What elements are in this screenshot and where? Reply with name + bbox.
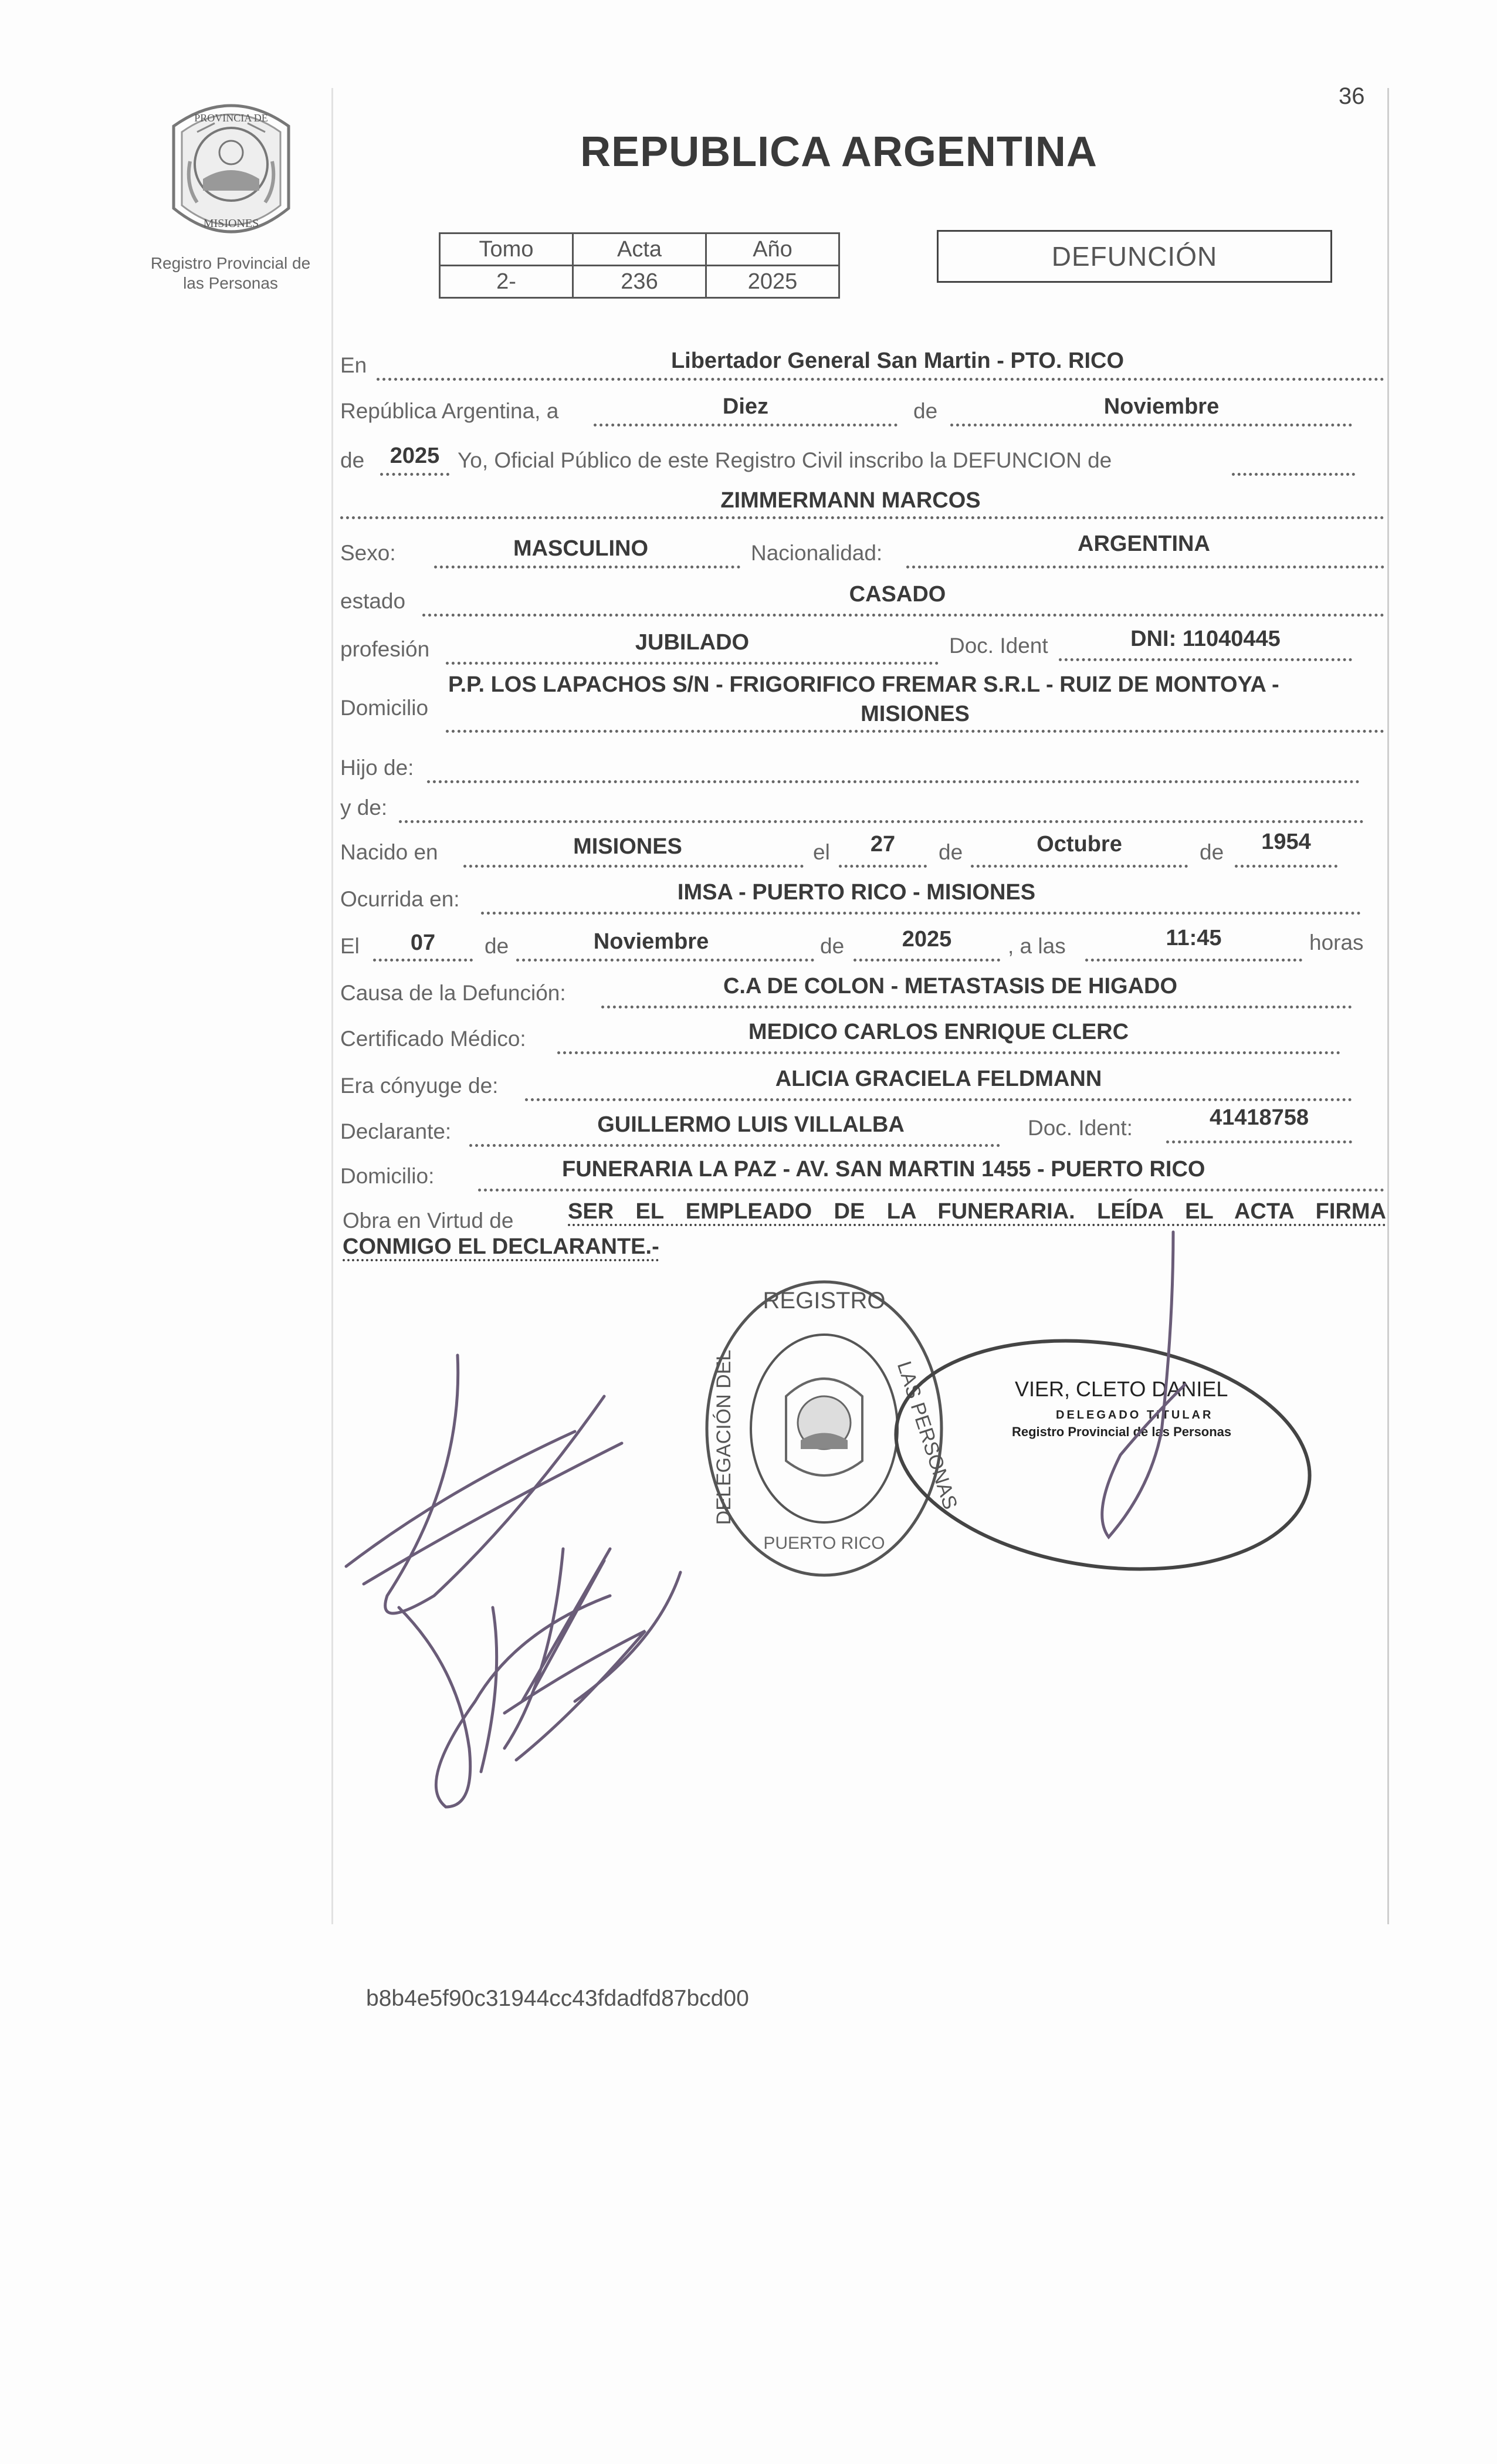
- profesion-label: profesión: [340, 637, 430, 661]
- dotted-line: [377, 378, 1384, 381]
- month-value: Noviembre: [1103, 394, 1220, 419]
- dotted-line: [463, 865, 804, 868]
- dotted-line: [594, 424, 897, 427]
- dotted-line: [380, 473, 449, 476]
- domicilio2-value: FUNERARIA LA PAZ - AV. SAN MARTIN 1455 - PUERTO RICO: [562, 1157, 1205, 1182]
- dotted-line: [340, 516, 1384, 519]
- estado-label: estado: [340, 589, 406, 613]
- acta-header: Acta: [573, 233, 706, 266]
- tomo-acta-ano-table: [439, 232, 840, 299]
- dotted-line: [839, 865, 927, 868]
- country-title: REPUBLICA ARGENTINA: [580, 128, 1098, 175]
- hijo-label: Hijo de:: [340, 756, 414, 780]
- record-type-box: DEFUNCIÓN: [937, 230, 1332, 283]
- nacionalidad-value: ARGENTINA: [1078, 532, 1210, 556]
- dotted-line: [971, 865, 1188, 868]
- el-label: el: [813, 840, 830, 864]
- tomo-header: Tomo: [440, 233, 573, 266]
- death-day: 07: [410, 930, 436, 955]
- sexo-value: MASCULINO: [513, 536, 649, 561]
- dotted-line: [434, 566, 740, 568]
- signatures: [328, 1185, 1150, 1830]
- dotted-line: [1235, 865, 1337, 868]
- svg-text:LAS PERSONAS: LAS PERSONAS: [892, 1358, 962, 1512]
- de-label: de: [939, 840, 963, 864]
- nacido-value: MISIONES: [573, 834, 682, 859]
- ano-header: Año: [706, 233, 839, 266]
- doc-value: DNI: 11040445: [1130, 627, 1281, 651]
- dotted-line: [557, 1051, 1340, 1054]
- svg-text:PROVINCIA DE: PROVINCIA DE: [194, 112, 268, 124]
- horas-label: horas: [1309, 930, 1364, 955]
- ocurrida-value: IMSA - PUERTO RICO - MISIONES: [677, 880, 1036, 905]
- right-margin-line: [1387, 88, 1389, 1924]
- ano-value: 2025: [706, 266, 839, 298]
- el2-label: El: [340, 934, 360, 958]
- domicilio-value-1: P.P. LOS LAPACHOS S/N - FRIGORIFICO FREMAR S.R.L - RUIZ DE MONTOYA -: [448, 672, 1279, 697]
- dotted-line: [950, 424, 1352, 427]
- de-label: de: [820, 934, 845, 958]
- sexo-label: Sexo:: [340, 541, 396, 565]
- dotted-line: [446, 730, 1384, 733]
- causa-label: Causa de la Defunción:: [340, 981, 566, 1005]
- causa-value: C.A DE COLON - METASTASIS DE HIGADO: [723, 974, 1178, 999]
- de-label: de: [1200, 840, 1224, 864]
- nacionalidad-label: Nacionalidad:: [751, 541, 883, 565]
- alas-label: , a las: [1008, 934, 1066, 958]
- svg-text:Registro Provincial de las Per: Registro Provincial de las Personas: [1012, 1424, 1232, 1439]
- svg-text:MISIONES: MISIONES: [203, 217, 259, 230]
- death-year: 2025: [902, 927, 952, 952]
- dotted-line: [427, 780, 1360, 783]
- doc2-value: 41418758: [1209, 1105, 1309, 1130]
- province-seal-logo: [162, 91, 300, 251]
- year-prefix-label: de: [340, 448, 365, 472]
- domicilio2-label: Domicilio:: [340, 1164, 435, 1188]
- dotted-line: [906, 566, 1384, 568]
- dotted-line: [469, 1144, 1000, 1147]
- domicilio-value-2: MISIONES: [861, 702, 970, 726]
- birth-day: 27: [870, 832, 896, 857]
- dotted-line: [601, 1006, 1352, 1008]
- svg-text:PUERTO RICO: PUERTO RICO: [763, 1534, 885, 1553]
- conyuge-label: Era cónyuge de:: [340, 1074, 499, 1098]
- en-label: En: [340, 353, 367, 377]
- declarante-value: GUILLERMO LUIS VILLALBA: [597, 1112, 905, 1137]
- death-time: 11:45: [1166, 926, 1222, 950]
- svg-text:DELEGACIÓN DEL: DELEGACIÓN DEL: [713, 1349, 735, 1525]
- deceased-name: ZIMMERMANN MARCOS: [720, 488, 981, 513]
- dotted-line: [1232, 473, 1355, 476]
- certificado-label: Certificado Médico:: [340, 1027, 526, 1051]
- dotted-line: [399, 820, 1364, 823]
- death-month: Noviembre: [593, 929, 709, 954]
- de-label: de: [485, 934, 509, 958]
- dotted-line: [481, 912, 1361, 915]
- dotted-line: [516, 959, 814, 962]
- dotted-line: [1059, 658, 1352, 661]
- domicilio-label: Domicilio: [340, 696, 429, 720]
- de-label: de: [913, 399, 938, 423]
- republica-label: República Argentina, a: [340, 399, 559, 423]
- obra-value-2: CONMIGO EL DECLARANTE.-: [343, 1234, 659, 1259]
- certificado-value: MEDICO CARLOS ENRIQUE CLERC: [748, 1020, 1129, 1044]
- svg-text:REGISTRO: REGISTRO: [763, 1288, 886, 1314]
- yde-label: y de:: [340, 796, 388, 820]
- page-number: 36: [1339, 83, 1365, 109]
- obra-value-1: SER EL EMPLEADO DE LA FUNERARIA. LEÍDA EL ACTA FIRMA: [568, 1199, 1386, 1224]
- birth-month: Octubre: [1037, 832, 1122, 857]
- en-value: Libertador General San Martin - PTO. RICO: [670, 348, 1125, 373]
- svg-text:VIER, CLETO DANIEL: VIER, CLETO DANIEL: [1015, 1377, 1228, 1401]
- dotted-line: [446, 662, 939, 665]
- dotted-line: [854, 959, 1000, 962]
- profesion-value: JUBILADO: [635, 630, 750, 655]
- svg-text:DELEGADO TITULAR: DELEGADO TITULAR: [1056, 1409, 1214, 1421]
- ocurrida-label: Ocurrida en:: [340, 887, 460, 911]
- dotted-line: [1085, 959, 1302, 962]
- day-value: Diez: [722, 394, 769, 419]
- doc-label: Doc. Ident: [949, 634, 1048, 658]
- dotted-line: [373, 959, 473, 962]
- doc2-label: Doc. Ident:: [1028, 1116, 1133, 1140]
- birth-year: 1954: [1261, 830, 1311, 854]
- officer-text: Yo, Oficial Público de este Registro Civil inscribo la DEFUNCION de: [458, 448, 1112, 472]
- document-hash: b8b4e5f90c31944cc43fdadfd87bcd00: [366, 1986, 749, 2011]
- row-en: [340, 348, 1384, 379]
- declarante-label: Declarante:: [340, 1119, 452, 1143]
- acta-value: 236: [573, 266, 706, 298]
- nacido-label: Nacido en: [340, 840, 438, 864]
- year-value: 2025: [390, 444, 440, 468]
- estado-value: CASADO: [849, 582, 946, 607]
- obra-label: Obra en Virtud de: [343, 1209, 514, 1233]
- conyuge-value: ALICIA GRACIELA FELDMANN: [775, 1067, 1102, 1091]
- dotted-line: [1166, 1140, 1352, 1143]
- dotted-line: [422, 614, 1384, 617]
- dotted-line: [525, 1098, 1352, 1101]
- registry-name: Registro Provincial de las Personas: [150, 254, 311, 292]
- tomo-value: 2-: [440, 266, 573, 298]
